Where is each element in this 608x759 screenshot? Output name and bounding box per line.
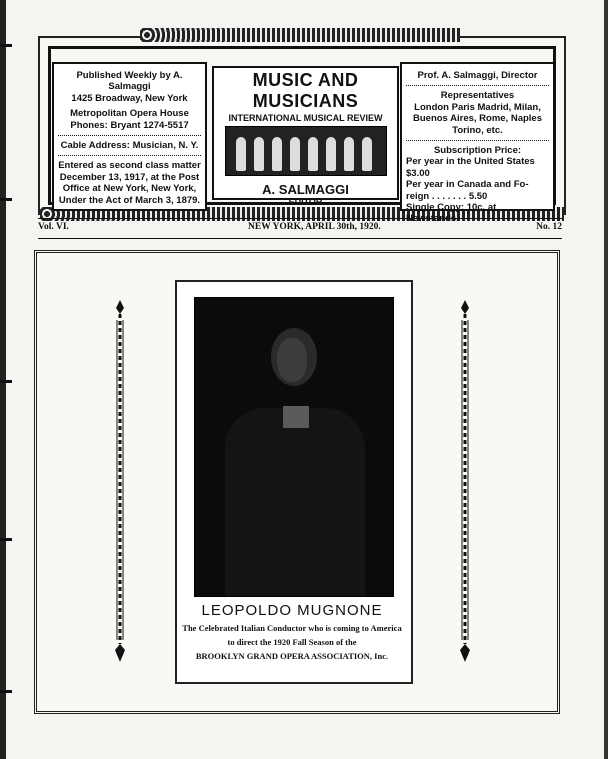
masthead	[38, 36, 566, 225]
single-copy-text: Single Copy: 10c. at Newstands.	[406, 201, 497, 225]
rule	[38, 218, 562, 219]
reps-text: Torino, etc.	[452, 124, 503, 136]
price-text: Per year in Canada and Fo-	[406, 179, 529, 191]
issue-number-text: No. 12	[536, 222, 562, 232]
cable-text: Cable Address: Musician, N. Y.	[60, 139, 199, 151]
binding-hole	[0, 44, 12, 47]
entry-text: Under the Act of March 3, 1879.	[58, 194, 201, 206]
opera-house-text: Metropolitan Opera House	[70, 108, 189, 120]
binding-hole	[0, 380, 12, 383]
publisher-info	[52, 62, 207, 211]
divider	[406, 85, 549, 86]
magazine-subtitle: INTERNATIONAL MUSICAL REVIEW	[228, 113, 383, 123]
divider	[58, 135, 201, 136]
entry-text: December 13, 1917, at the Post	[59, 171, 200, 183]
caption-line: The Celebrated Italian Conductor who is coming to America	[182, 623, 402, 633]
divider	[406, 140, 549, 141]
right-ornament-icon	[457, 300, 473, 662]
director-text: Prof. A. Salmaggi, Director	[417, 70, 538, 81]
divider	[58, 155, 201, 156]
volume-text: Vol. VI.	[38, 222, 69, 232]
dateline-text: NEW YORK, APRIL 30th, 1920.	[248, 222, 381, 232]
editor-label: EDITOR	[288, 197, 323, 207]
representatives-heading: Representatives	[440, 90, 515, 102]
caption-line: to direct the 1920 Fall Season of the	[227, 637, 357, 647]
caption-line: BROOKLYN GRAND OPERA ASSOCIATION, Inc.	[195, 651, 389, 661]
published-text: Published Weekly by A. Salmaggi	[76, 70, 183, 93]
address-text: 1425 Broadway, New York	[71, 92, 188, 104]
binding-hole	[0, 538, 12, 541]
binding-hole	[0, 690, 12, 693]
floral-garland	[140, 28, 460, 42]
dancers-frieze-image	[225, 126, 387, 176]
editor-name: A. SALMAGGI	[262, 182, 349, 197]
conductor-name: LEOPOLDO MUGNONE	[201, 602, 383, 619]
left-ornament-icon	[112, 300, 128, 662]
title-block	[212, 66, 399, 207]
subscription-info	[400, 62, 555, 225]
reps-text: London Paris Madrid, Milan,	[414, 101, 541, 113]
entry-text: Office at New York, New York,	[62, 183, 197, 195]
price-text: Per year in the United States $3.00	[406, 156, 535, 179]
price-text: reign . . . . . . . 5.50	[406, 190, 488, 202]
subscription-heading: Subscription Price:	[433, 144, 522, 156]
magazine-title: MUSIC AND MUSICIANS	[252, 70, 359, 111]
reps-text: Buenos Aires, Rome, Naples	[413, 113, 542, 125]
entry-text: Entered as second class matter	[58, 160, 201, 172]
portrait-caption	[178, 602, 406, 661]
page-edge	[604, 0, 608, 759]
conductor-portrait	[194, 297, 394, 597]
phones-text: Phones: Bryant 1274-5517	[70, 119, 189, 131]
binding-hole	[0, 198, 12, 201]
rule	[38, 238, 562, 239]
